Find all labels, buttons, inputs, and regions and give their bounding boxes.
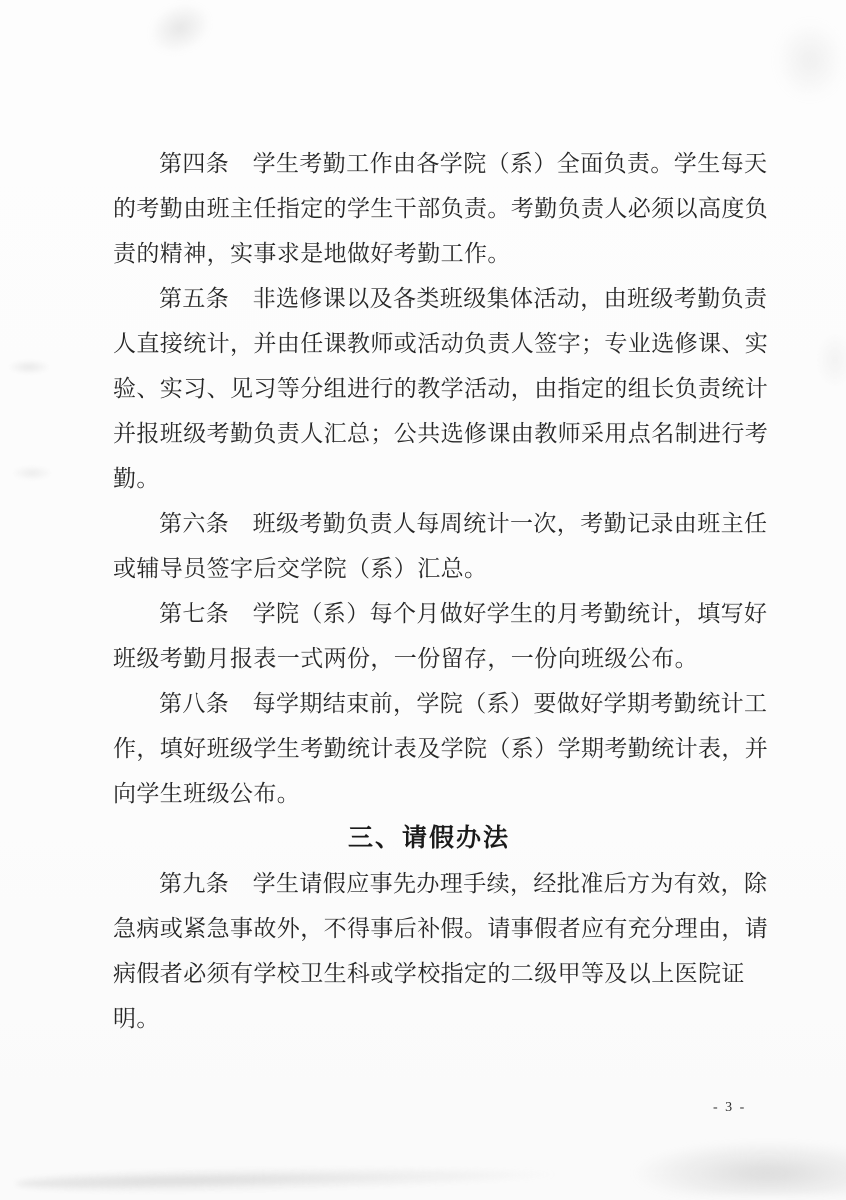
text-line: 急病或紧急事故外，不得事后补假。请事假者应有充分理由，请 bbox=[113, 916, 769, 941]
scan-smudge bbox=[16, 1163, 556, 1194]
page-number: - 3 - bbox=[713, 1100, 747, 1115]
document-body bbox=[113, 141, 773, 1041]
text-line: 第七条 学院（系）每个月做好学生的月考勤统计，填写好 bbox=[159, 601, 768, 626]
text-line: 的考勤由班主任指定的学生干部负责。考勤负责人必须以高度负 bbox=[113, 196, 769, 221]
text-line: 责的精神，实事求是地做好考勤工作。 bbox=[113, 241, 511, 266]
scan-smudge bbox=[141, 0, 219, 63]
text-line: 第四条 学生考勤工作由各学院（系）全面负责。学生每天 bbox=[159, 151, 768, 176]
scan-smudge bbox=[815, 330, 846, 390]
text-line: 第六条 班级考勤负责人每周统计一次，考勤记录由班主任 bbox=[159, 511, 768, 536]
scan-smudge bbox=[12, 466, 52, 480]
text-line: 并报班级考勤负责人汇总；公共选修课由教师采用点名制进行考 bbox=[113, 421, 769, 446]
text-line: 第五条 非选修课以及各类班级集体活动，由班级考勤负责 bbox=[159, 286, 768, 311]
text-line: 病假者必须有学校卫生科或学校指定的二级甲等及以上医院证 bbox=[113, 961, 745, 986]
text-line: 作，填好班级学生考勤统计表及学院（系）学期考勤统计表，并 bbox=[113, 736, 769, 761]
text-line: 班级考勤月报表一式两份，一份留存，一份向班级公布。 bbox=[113, 646, 698, 671]
scan-smudge bbox=[8, 360, 50, 374]
section-heading: 三、请假办法 bbox=[347, 824, 510, 852]
text-line: 第八条 每学期结束前，学院（系）要做好学期考勤统计工 bbox=[159, 691, 768, 716]
scan-smudge bbox=[630, 1140, 846, 1195]
text-line: 验、实习、见习等分组进行的教学活动，由指定的组长负责统计 bbox=[113, 376, 769, 401]
text-line: 向学生班级公布。 bbox=[113, 781, 301, 806]
text-line: 人直接统计，并由任课教师或活动负责人签字；专业选修课、实 bbox=[113, 331, 769, 356]
text-line: 第九条 学生请假应事先办理手续，经批准后方为有效，除 bbox=[159, 871, 768, 896]
text-line: 或辅导员签字后交学院（系）汇总。 bbox=[113, 556, 488, 581]
text-line: 勤。 bbox=[113, 466, 160, 491]
scan-smudge bbox=[775, 20, 845, 100]
text-line: 明。 bbox=[113, 1006, 160, 1031]
